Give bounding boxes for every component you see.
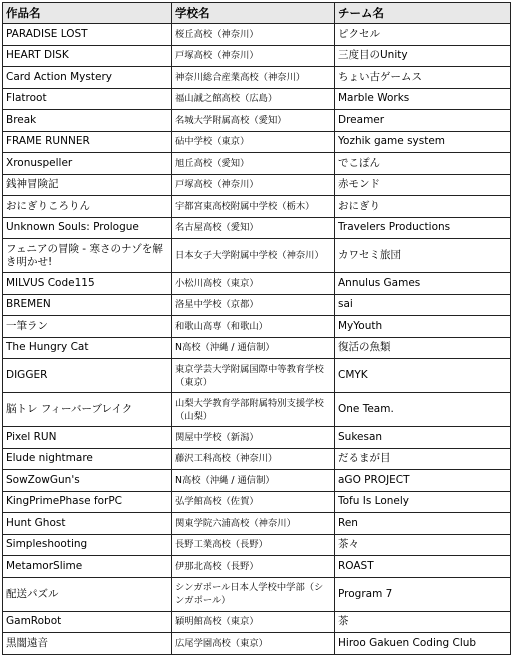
cell-school: 藤沢工科高校（神奈川）	[172, 448, 335, 470]
cell-school: 広尾学園高校（東京）	[172, 633, 335, 655]
cell-team: だるまが目	[335, 448, 511, 470]
cell-title: MILVUS Code115	[3, 273, 172, 295]
table-row	[3, 273, 511, 295]
table-row	[3, 153, 511, 175]
cell-team: Annulus Games	[335, 273, 511, 295]
cell-team: 赤モンド	[335, 174, 511, 196]
cell-school: 関東学院六浦高校（神奈川）	[172, 513, 335, 535]
cell-title: Card Action Mystery	[3, 67, 172, 89]
cell-team: 茶々	[335, 534, 511, 556]
cell-school: 和歌山高専（和歌山）	[172, 316, 335, 338]
table-row	[3, 611, 511, 633]
cell-team: MyYouth	[335, 316, 511, 338]
cell-title: MetamorSlime	[3, 556, 172, 578]
cell-team: aGO PROJECT	[335, 470, 511, 492]
cell-school: 日本女子大学附属中学校（神奈川）	[172, 239, 335, 273]
header-title: 作品名	[3, 3, 172, 24]
cell-title: 配送パズル	[3, 577, 172, 611]
cell-team: 茶	[335, 611, 511, 633]
cell-school: 神奈川総合産業高校（神奈川）	[172, 67, 335, 89]
table-row	[3, 217, 511, 239]
table-row	[3, 359, 511, 393]
cell-school: 名城大学附属高校（愛知）	[172, 110, 335, 132]
entries-table	[2, 2, 511, 655]
table-row	[3, 427, 511, 449]
cell-school: 戸塚高校（神奈川）	[172, 174, 335, 196]
cell-title: Unknown Souls: Prologue	[3, 217, 172, 239]
table-row	[3, 174, 511, 196]
cell-team: ピクセル	[335, 24, 511, 46]
cell-title: Hunt Ghost	[3, 513, 172, 535]
header-row	[3, 3, 511, 24]
table-row	[3, 131, 511, 153]
cell-team: 復活の魚類	[335, 337, 511, 359]
table-row	[3, 316, 511, 338]
table-row	[3, 196, 511, 218]
table-row	[3, 45, 511, 67]
cell-team: Tofu Is Lonely	[335, 491, 511, 513]
cell-school: 砧中学校（東京）	[172, 131, 335, 153]
cell-title: Flatroot	[3, 88, 172, 110]
cell-team: Ren	[335, 513, 511, 535]
cell-team: Program 7	[335, 577, 511, 611]
table-row	[3, 294, 511, 316]
cell-school: 小松川高校（東京）	[172, 273, 335, 295]
table-row	[3, 88, 511, 110]
cell-team: Hiroo Gakuen Coding Club	[335, 633, 511, 655]
cell-team: Travelers Productions	[335, 217, 511, 239]
table-row	[3, 633, 511, 655]
cell-team: 三度目のUnity	[335, 45, 511, 67]
cell-team: sai	[335, 294, 511, 316]
cell-school: 東京学芸大学附属国際中等教育学校（東京）	[172, 359, 335, 393]
cell-title: GamRobot	[3, 611, 172, 633]
cell-title: FRAME RUNNER	[3, 131, 172, 153]
table-row	[3, 337, 511, 359]
cell-school: 桜丘高校（神奈川）	[172, 24, 335, 46]
header-school: 学校名	[172, 3, 335, 24]
cell-school: 戸塚高校（神奈川）	[172, 45, 335, 67]
cell-team: CMYK	[335, 359, 511, 393]
cell-school: 洛星中学校（京都）	[172, 294, 335, 316]
cell-school: N高校（沖縄 / 通信制）	[172, 470, 335, 492]
cell-school: 伊那北高校（長野）	[172, 556, 335, 578]
cell-school: 福山誠之館高校（広島）	[172, 88, 335, 110]
table-row	[3, 393, 511, 427]
table-row	[3, 67, 511, 89]
table-row	[3, 556, 511, 578]
cell-title: HEART DISK	[3, 45, 172, 67]
table-row	[3, 491, 511, 513]
cell-school: シンガポール日本人学校中学部（シンガポール）	[172, 577, 335, 611]
cell-school: 宇都宮東高校附属中学校（栃木）	[172, 196, 335, 218]
cell-team: Sukesan	[335, 427, 511, 449]
cell-title: Simpleshooting	[3, 534, 172, 556]
cell-title: BREMEN	[3, 294, 172, 316]
cell-title: Break	[3, 110, 172, 132]
cell-title: 銭神冒険記	[3, 174, 172, 196]
cell-team: Dreamer	[335, 110, 511, 132]
table-row	[3, 577, 511, 611]
cell-school: 名古屋高校（愛知）	[172, 217, 335, 239]
table-row	[3, 513, 511, 535]
cell-school: 穎明館高校（東京）	[172, 611, 335, 633]
cell-team: ROAST	[335, 556, 511, 578]
cell-title: おにぎりころりん	[3, 196, 172, 218]
cell-title: Pixel RUN	[3, 427, 172, 449]
cell-team: おにぎり	[335, 196, 511, 218]
cell-team: ちょい古ゲームス	[335, 67, 511, 89]
cell-team: でこぽん	[335, 153, 511, 175]
cell-team: One Team.	[335, 393, 511, 427]
cell-title: SowZowGun's	[3, 470, 172, 492]
cell-title: The Hungry Cat	[3, 337, 172, 359]
cell-title: Elude nightmare	[3, 448, 172, 470]
table-row	[3, 239, 511, 273]
cell-school: N高校（沖縄 / 通信制）	[172, 337, 335, 359]
cell-school: 長野工業高校（長野）	[172, 534, 335, 556]
cell-team: Marble Works	[335, 88, 511, 110]
table-row	[3, 448, 511, 470]
cell-title: 脳トレ フィーバーブレイク	[3, 393, 172, 427]
cell-school: 旭丘高校（愛知）	[172, 153, 335, 175]
table-row	[3, 24, 511, 46]
table-row	[3, 534, 511, 556]
cell-team: Yozhik game system	[335, 131, 511, 153]
cell-title: PARADISE LOST	[3, 24, 172, 46]
cell-title: 一筆ラン	[3, 316, 172, 338]
cell-school: 弘学館高校（佐賀）	[172, 491, 335, 513]
cell-title: 黒闇遠音	[3, 633, 172, 655]
cell-title: Xronuspeller	[3, 153, 172, 175]
cell-school: 関屋中学校（新潟）	[172, 427, 335, 449]
table-row	[3, 470, 511, 492]
table-row	[3, 110, 511, 132]
cell-title: DIGGER	[3, 359, 172, 393]
cell-title: KingPrimePhase forPC	[3, 491, 172, 513]
cell-school: 山梨大学教育学部附属特別支援学校（山梨）	[172, 393, 335, 427]
header-team: チーム名	[335, 3, 511, 24]
cell-title: フェニアの冒険 - 寒さのナゾを解き明かせ!	[3, 239, 172, 273]
cell-team: カワセミ旅団	[335, 239, 511, 273]
